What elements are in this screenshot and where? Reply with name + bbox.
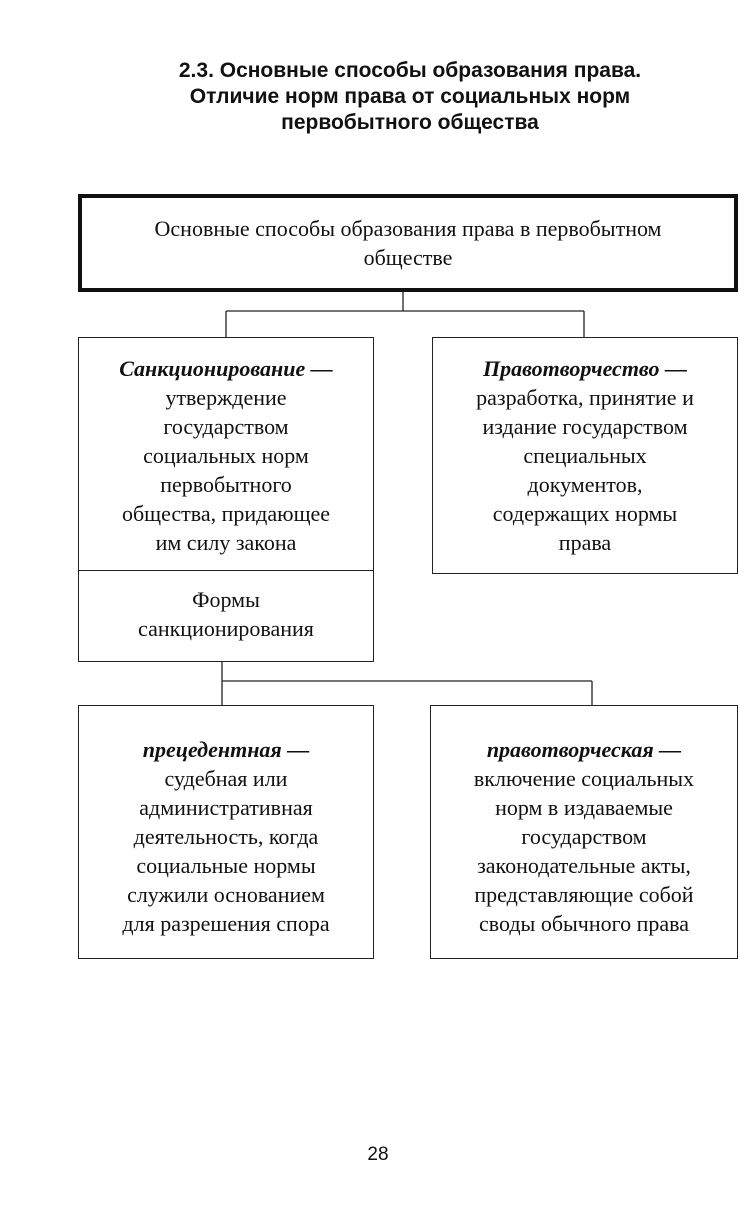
sanctioning-forms-box — [78, 570, 374, 662]
precedent-line: социальные нормы — [136, 853, 316, 878]
sanctioning-term: Санкционирование — — [119, 356, 333, 381]
root-box-line: обществе — [363, 245, 453, 270]
precedent-term: прецедентная — — [142, 737, 310, 762]
lawmaking-term: Правотворчество — — [483, 356, 687, 381]
sanctioning-line: первобытного — [160, 472, 292, 497]
sanctioning-forms-line: Формы — [192, 587, 260, 612]
precedent-line: служили основанием — [127, 882, 325, 907]
lawmaking-line: содержащих нормы — [492, 501, 678, 526]
lawmaking-line: разработка, принятие и — [476, 385, 694, 410]
sanctioning-line: государством — [163, 414, 289, 439]
precedent-line: административная — [139, 795, 313, 820]
root-box — [78, 194, 738, 292]
lawmaking-line: специальных — [523, 443, 647, 468]
sanctioning-forms-line: санкционирования — [138, 616, 314, 641]
lawmaking-line: документов, — [527, 472, 643, 497]
precedent-line: для разрешения спора — [122, 911, 330, 936]
lawmaking-form-box — [430, 705, 738, 959]
lawmaking-line: издание государством — [482, 414, 688, 439]
lawmaking-form-line: законодательные акты, — [477, 853, 691, 878]
lawmaking-box — [432, 337, 738, 574]
sanctioning-line: общества, придающее — [121, 501, 331, 526]
lawmaking-line: права — [558, 530, 612, 555]
sanctioning-box — [78, 337, 374, 571]
root-box-line: Основные способы образования права в первобытном — [154, 216, 662, 241]
lawmaking-form-term: правотворческая — — [486, 737, 682, 762]
section-title-line: Отличие норм права от социальных норм — [189, 85, 631, 108]
section-title-line: первобытного общества — [281, 111, 539, 134]
lawmaking-form-line: представляющие собой — [474, 882, 694, 907]
precedent-box — [78, 705, 374, 959]
precedent-line: судебная или — [164, 766, 288, 791]
lawmaking-form-line: включение социальных — [473, 766, 695, 791]
section-title-line: 2.3. Основные способы образования права. — [178, 59, 642, 82]
sanctioning-line: утверждение — [165, 385, 287, 410]
lawmaking-form-line: норм в издаваемые — [495, 795, 673, 820]
page-number: 28 — [367, 1144, 389, 1165]
sanctioning-line: социальных норм — [143, 443, 309, 468]
precedent-line: деятельность, когда — [133, 824, 319, 849]
lawmaking-form-line: государством — [521, 824, 647, 849]
sanctioning-line: им силу закона — [155, 530, 297, 555]
lawmaking-form-line: своды обычного права — [478, 911, 690, 936]
